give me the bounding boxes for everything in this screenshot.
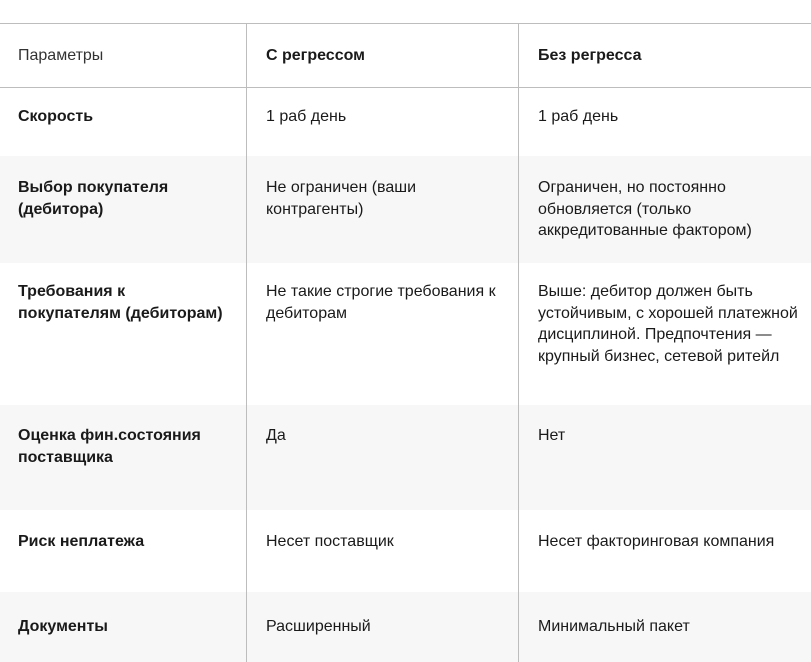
row-without-recourse: Нет <box>538 427 566 444</box>
table-row <box>0 405 811 510</box>
row-with-recourse: Расширенный <box>266 618 371 635</box>
row-with-recourse: Несет поставщик <box>266 533 394 550</box>
row-param: Выбор покупателя (дебитора) <box>18 179 169 218</box>
header-with-recourse: С регрессом <box>266 47 365 64</box>
row-without-recourse: Несет факторинговая компания <box>538 533 775 550</box>
header-parameters: Параметры <box>18 47 104 64</box>
row-without-recourse: Выше: дебитор должен быть устойчивым, с хорошей платежной дисциплиной. Предпочтения — крупный бизнес, сетевой ритейл <box>538 283 798 365</box>
table-row <box>0 156 811 263</box>
row-with-recourse: Не такие строгие требования к дебиторам <box>266 283 496 322</box>
table-row <box>0 88 811 156</box>
header-without-recourse: Без регресса <box>538 47 642 64</box>
table-row <box>0 592 811 662</box>
table-row <box>0 510 811 592</box>
row-param: Требования к покупателям (дебиторам) <box>18 283 223 322</box>
row-with-recourse: 1 раб день <box>266 108 347 125</box>
row-param: Оценка фин.состояния поставщика <box>18 427 201 466</box>
row-without-recourse: Минимальный пакет <box>538 618 690 635</box>
row-with-recourse: Да <box>266 427 286 444</box>
row-param: Документы <box>18 618 108 635</box>
row-without-recourse: 1 раб день <box>538 108 619 125</box>
comparison-table <box>0 23 811 662</box>
row-param: Риск неплатежа <box>18 533 145 550</box>
table-header-row <box>0 24 811 88</box>
row-without-recourse: Ограничен, но постоянно обновляется (только аккредитованные фактором) <box>538 179 752 239</box>
row-param: Скорость <box>18 108 94 125</box>
row-with-recourse: Не ограничен (ваши контрагенты) <box>266 179 417 218</box>
table-row <box>0 263 811 405</box>
